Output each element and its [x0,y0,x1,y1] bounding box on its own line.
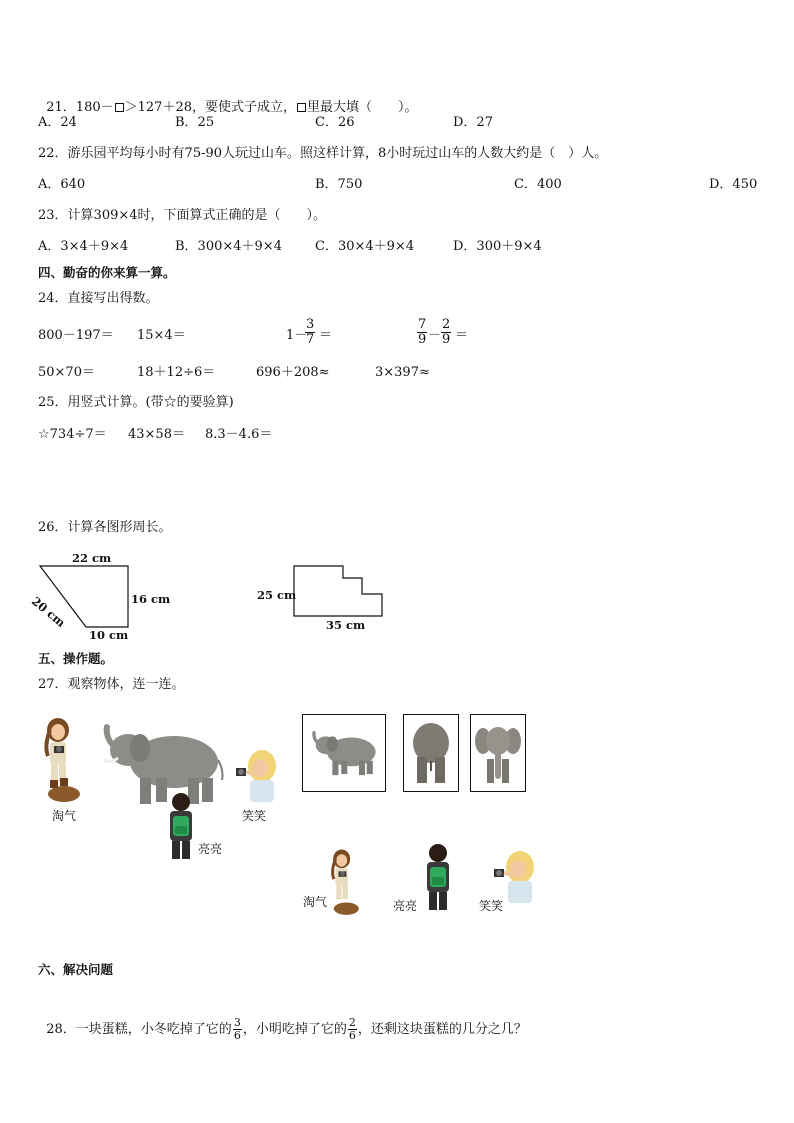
boy-backpack-illustration [165,792,197,860]
q24-item-1: 800－197＝ [38,328,114,343]
q28-fraction-2: $\frac{2}{6}$ [348,1016,356,1042]
q23-option-a: A．3×4＋9×4 [38,239,129,254]
boy-backpack-illustration [422,843,454,911]
q28-fraction-1: $\frac{3}{6}$ [233,1016,241,1042]
trap-left-label: 20 cm [29,594,69,630]
trap-bottom-label: 10 cm [89,628,129,642]
trap-top-label: 22 cm [72,551,112,565]
q23-option-b: B．300×4＋9×4 [175,239,282,254]
q21-option-d: D．27 [453,115,493,130]
q26-stem: 26．计算各图形周长。 [38,520,172,535]
step-shape-figure [294,566,382,616]
q25-item-1: ☆734÷7＝ [38,427,107,442]
fraction-numerator: 7 [418,317,427,332]
name-taoqi-1: 淘气 [52,809,77,823]
name-xiaoxiao-1: 笑笑 [242,809,267,823]
q28-stem: 28．一块蛋糕，小冬吃掉了它的 $\frac{3}{6}$ ，小明吃掉了它的 $\frac{2}{6}$ ，还剩这块蛋糕的几分之几？ [46,1016,527,1042]
q24-item-5: 50×70＝ [38,365,95,380]
q24-item-4-post: ＝ [455,328,469,343]
step-bottom-label: 35 cm [326,618,366,632]
q24-item-3-post: ＝ [319,328,333,343]
elephant-side-view-image [308,727,380,779]
girl-photographer-illustration [38,716,84,806]
q21-stem: 21．180－ ＞127＋28，要使式子成立， 里最大填（ ）。 [46,100,418,115]
q23-option-c: C．30×4＋9×4 [315,239,415,254]
name-liangliang-1: 亮亮 [198,842,223,856]
elephant-illustration [96,720,226,808]
elephant-back-view-image [410,721,452,785]
q22-option-a: A．640 [38,177,86,192]
q25-stem: 25．用竖式计算。(带☆的要验算) [38,395,234,410]
section-6-heading: 六、解决问题 [38,962,114,977]
q25-item-3: 8.3－4.6＝ [205,427,273,442]
q21-option-b: B．25 [175,115,215,130]
q21-option-c: C．26 [315,115,355,130]
section-4-heading: 四、勤奋的你来算一算。 [38,265,176,280]
q24-item-8: 3×397≈ [375,365,430,380]
q21-option-a: A．24 [38,115,77,130]
q22-option-c: C．400 [514,177,562,192]
view-box-front[interactable] [470,714,526,792]
q25-item-2: 43×58＝ [128,427,185,442]
name-liangliang-2[interactable]: 亮亮 [393,899,418,913]
view-box-side[interactable] [302,714,386,792]
section-5-heading: 五、操作题。 [38,651,114,666]
fraction-denominator: 9 [442,332,451,347]
q23-stem: 23．计算309×4时，下面算式正确的是（ ）。 [38,208,327,223]
trap-right-label: 16 cm [131,592,171,606]
q23-option-d: D．300＋9×4 [453,239,542,254]
name-xiaoxiao-2[interactable]: 笑笑 [479,899,504,913]
view-box-back[interactable] [403,714,459,792]
fraction-denominator: 7 [306,332,315,347]
q24-item-4-op: － [428,328,442,343]
q22-stem: 22．游乐园平均每小时有75-90人玩过山车。照这样计算，8小时玩过山车的人数大约是（ ）人。 [38,146,608,161]
q24-item-2: 15×4＝ [137,328,186,343]
elephant-front-view-image [475,721,521,785]
step-left-label: 25 cm [257,588,297,602]
q24-stem: 24．直接写出得数。 [38,291,159,306]
q22-option-b: B．750 [315,177,363,192]
q27-stem: 27．观察物体，连一连。 [38,677,185,692]
fraction-numerator: 3 [306,317,315,332]
q24-item-7: 696＋208≈ [256,365,330,380]
fraction-numerator: 2 [442,317,451,332]
q22-option-d: D．450 [709,177,758,192]
girl-photographer-illustration [322,848,366,918]
blonde-girl-camera-illustration [232,748,280,804]
name-taoqi-2[interactable]: 淘气 [303,895,328,909]
q24-item-3-pre: 1－ [286,328,308,343]
fraction-denominator: 9 [418,332,427,347]
q24-item-6: 18＋12÷6＝ [137,365,216,380]
